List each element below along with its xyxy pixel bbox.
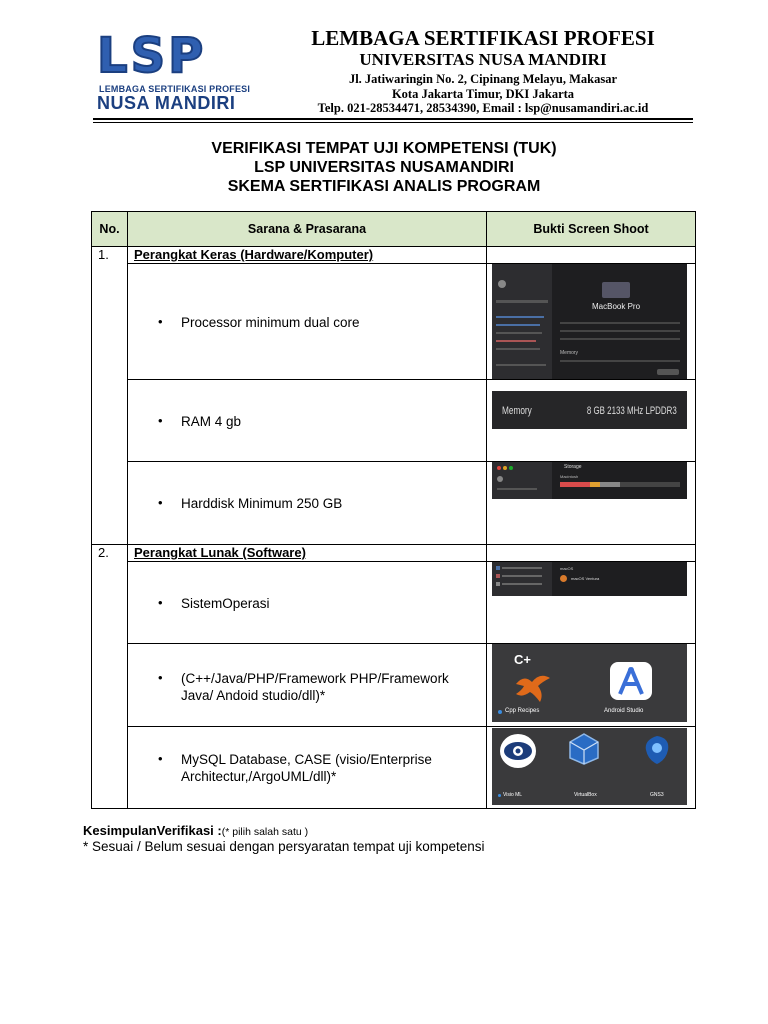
evidence-cell bbox=[487, 644, 696, 727]
table-row bbox=[92, 727, 696, 809]
table-row bbox=[92, 562, 696, 644]
bullet: • bbox=[158, 495, 163, 510]
section-row-hardware bbox=[92, 247, 696, 264]
item-cell bbox=[128, 727, 487, 809]
storage-screenshot bbox=[492, 462, 687, 499]
conclusion-options: * Sesuai / Belum sesuai dengan persyaratan tempat uji kompetensi bbox=[83, 839, 485, 854]
cpp-recipes-icon bbox=[510, 664, 554, 704]
table-header-row bbox=[92, 212, 696, 247]
evidence-cell bbox=[487, 462, 696, 545]
table-row bbox=[92, 644, 696, 727]
tools-apps-screenshot bbox=[492, 728, 687, 805]
item-text: MySQL Database, CASE (visio/Enterprise Architectur,/ArgoUML/dll)* bbox=[181, 752, 432, 784]
section-evidence-empty bbox=[487, 545, 696, 562]
logo-text: LSP bbox=[97, 28, 207, 84]
letterhead-address-2: Kota Jakarta Timur, DKI Jakarta bbox=[391, 87, 575, 101]
visio-ml-label: Visio ML bbox=[503, 792, 523, 798]
evidence-cell bbox=[487, 380, 696, 462]
item-text: (C++/Java/PHP/Framework PHP/Framework Java/ Andoid studio/dll)* bbox=[181, 671, 449, 703]
doc-title-line-2: LSP UNIVERSITAS NUSAMANDIRI bbox=[254, 159, 514, 176]
item-cell bbox=[128, 380, 487, 462]
item-cell bbox=[128, 644, 487, 727]
item-text: Processor minimum dual core bbox=[181, 315, 360, 330]
evidence-cell bbox=[487, 562, 696, 644]
header-facility: Sarana & Prasarana bbox=[128, 212, 487, 247]
letterhead-divider bbox=[93, 118, 693, 120]
item-cell bbox=[128, 562, 487, 644]
visio-ml-icon bbox=[500, 734, 536, 768]
table-row bbox=[92, 264, 696, 380]
conclusion-note: (* pilih salah satu ) bbox=[221, 826, 309, 838]
header-no: No. bbox=[92, 212, 128, 247]
virtualbox-label: VirtualBox bbox=[574, 792, 597, 798]
item-text: RAM 4 gb bbox=[181, 414, 242, 429]
android-studio-icon bbox=[610, 662, 652, 700]
logo-subtext: LEMBAGA SERTIFIKASI PROFESI bbox=[99, 84, 251, 94]
memory-label: Memory bbox=[502, 405, 532, 417]
bullet: • bbox=[158, 314, 163, 329]
ide-apps-screenshot bbox=[492, 644, 687, 722]
macbook-model-label: MacBook Pro bbox=[592, 302, 641, 311]
lsp-logo bbox=[97, 30, 257, 116]
letterhead-title: LEMBAGA SERTIFIKASI PROFESI bbox=[311, 26, 655, 50]
table-row bbox=[92, 380, 696, 462]
storage-disk: Macintosh bbox=[560, 474, 579, 479]
virtualbox-icon bbox=[568, 732, 600, 766]
macos-header: macOS bbox=[560, 566, 574, 571]
doc-title-line-3: SKEMA SERTIFIKASI ANALIS PROGRAM bbox=[227, 178, 541, 195]
memory-screenshot bbox=[492, 391, 687, 429]
section-number: 2. bbox=[92, 545, 128, 809]
verification-table bbox=[91, 211, 696, 809]
evidence-cell bbox=[487, 264, 696, 380]
item-cell bbox=[128, 462, 487, 545]
letterhead-divider-thin bbox=[93, 122, 693, 123]
macos-item: macOS Ventura bbox=[571, 576, 600, 581]
bullet: • bbox=[158, 670, 163, 685]
section-row-software bbox=[92, 545, 696, 562]
section-evidence-empty bbox=[487, 247, 696, 264]
conclusion-heading bbox=[83, 823, 308, 838]
evidence-cell bbox=[487, 727, 696, 809]
android-studio-label: Android Studio bbox=[604, 708, 644, 714]
header-evidence: Bukti Screen Shoot bbox=[487, 212, 696, 247]
section-number: 1. bbox=[92, 247, 128, 545]
section-label: Perangkat Lunak (Software) bbox=[128, 545, 487, 562]
memory-value: 8 GB 2133 MHz LPDDR3 bbox=[587, 405, 677, 417]
storage-title: Storage bbox=[564, 464, 582, 470]
bullet: • bbox=[158, 751, 163, 766]
gns3-icon bbox=[642, 734, 672, 768]
doc-title-line-1: VERIFIKASI TEMPAT UJI KOMPETENSI (TUK) bbox=[211, 140, 557, 157]
item-text: SistemOperasi bbox=[181, 596, 270, 611]
macbook-about-screenshot bbox=[492, 264, 687, 379]
gns3-label: GNS3 bbox=[650, 792, 664, 798]
bullet: • bbox=[158, 413, 163, 428]
bullet: • bbox=[158, 595, 163, 610]
cpp-recipes-label: Cpp Recipes bbox=[505, 708, 540, 714]
cpp-glyph: C+ bbox=[514, 652, 531, 667]
table-row bbox=[92, 462, 696, 545]
item-cell bbox=[128, 264, 487, 380]
conclusion-label: KesimpulanVerifikasi : bbox=[83, 823, 222, 838]
letterhead-address-1: Jl. Jatiwaringin No. 2, Cipinang Melayu, Makasar bbox=[348, 72, 618, 86]
macos-screenshot bbox=[492, 562, 687, 596]
item-text: Harddisk Minimum 250 GB bbox=[181, 496, 343, 511]
letterhead-subtitle: UNIVERSITAS NUSA MANDIRI bbox=[359, 50, 607, 69]
macbook-memory-label: Memory bbox=[560, 350, 579, 356]
section-label: Perangkat Keras (Hardware/Komputer) bbox=[128, 247, 487, 264]
logo-name: NUSA MANDIRI bbox=[97, 93, 236, 113]
letterhead-contact: Telp. 021-28534471, 28534390, Email : lsp@nusamandiri.ac.id bbox=[317, 101, 649, 115]
